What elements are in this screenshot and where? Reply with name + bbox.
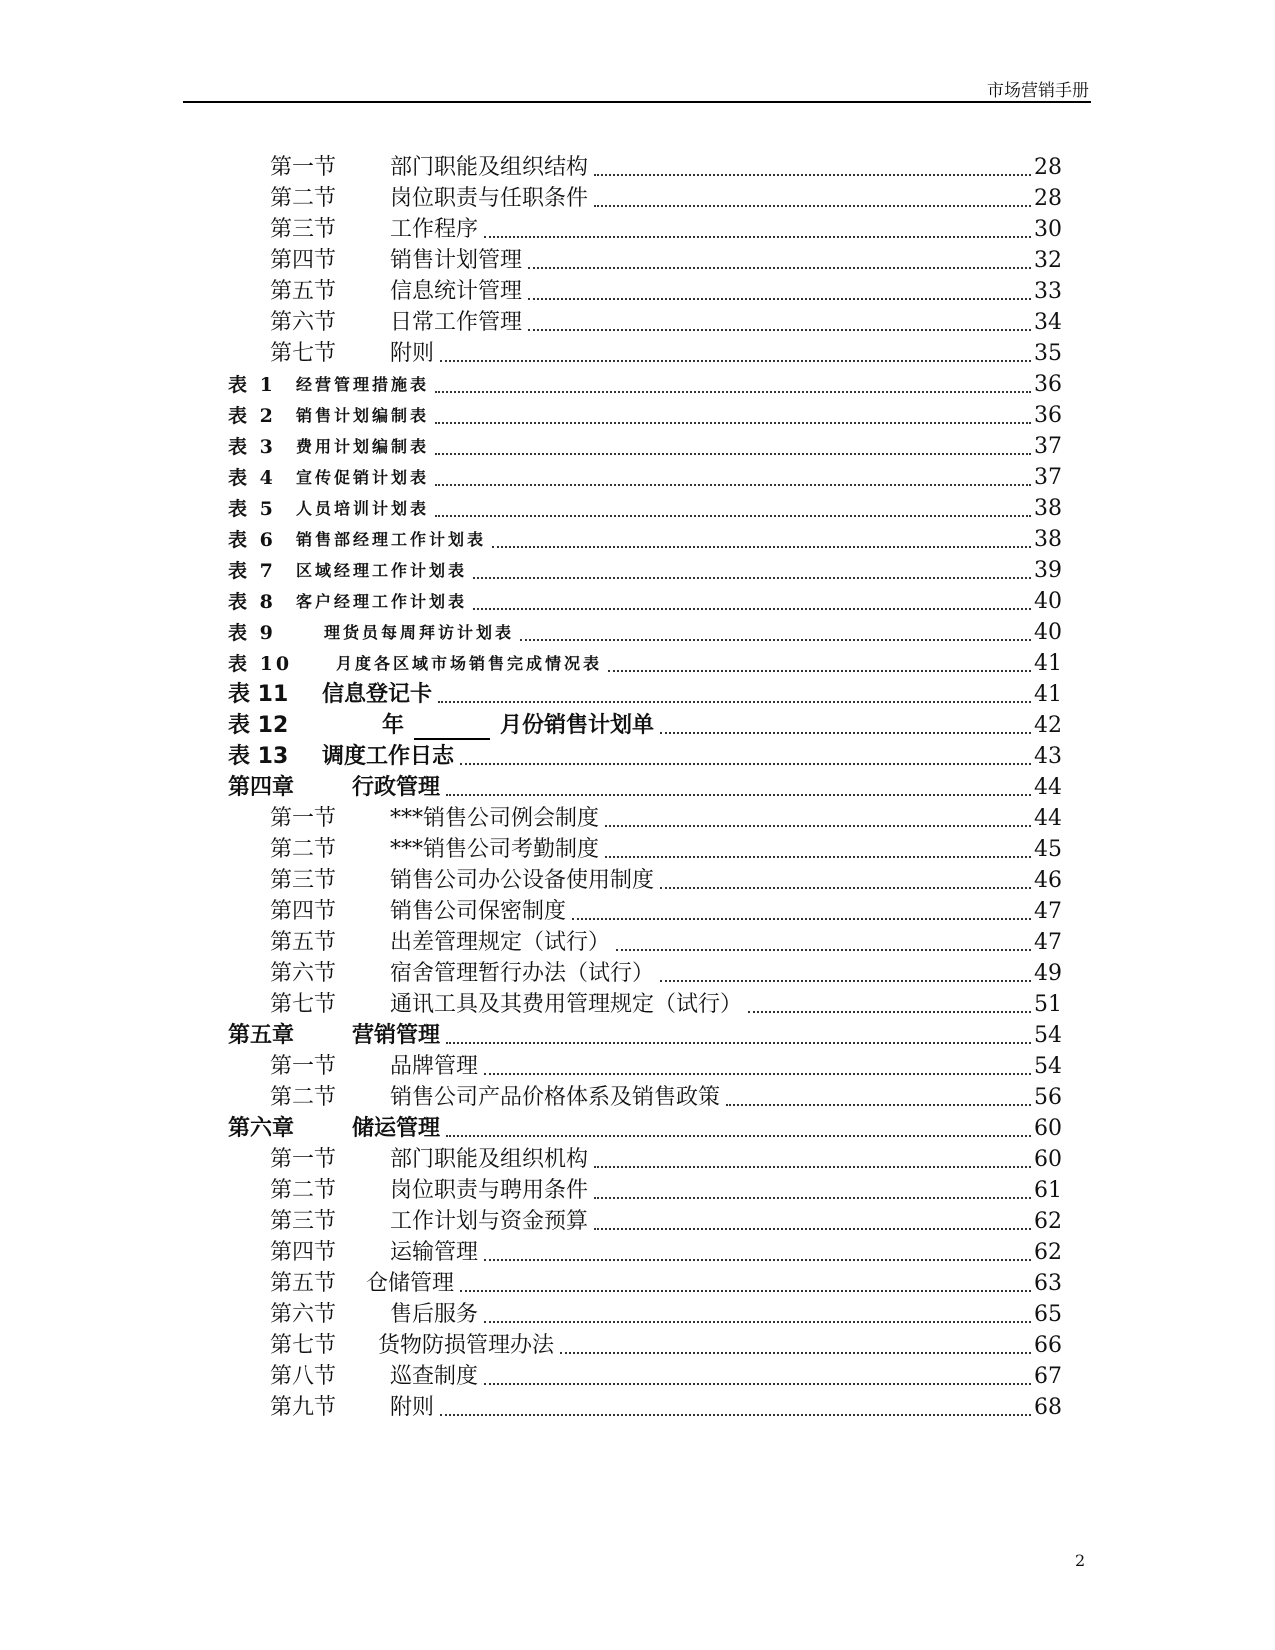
toc-entry-page: 37	[1034, 465, 1062, 490]
toc-entry-page: 54	[1034, 1054, 1062, 1079]
toc-entry-page: 40	[1034, 589, 1062, 614]
toc-entry[interactable]	[228, 615, 1062, 647]
toc-entry[interactable]	[270, 305, 1062, 337]
toc-entry-number: 第五节	[270, 1271, 337, 1296]
toc-entry-page: 28	[1034, 155, 1062, 180]
toc-entry-number: 第一节	[270, 155, 337, 180]
toc-dot-leader	[594, 1196, 1031, 1199]
toc-entry-number: 第六节	[270, 961, 337, 986]
toc-entry-page: 67	[1034, 1364, 1062, 1389]
toc-dot-leader	[660, 979, 1031, 982]
toc-dot-leader	[594, 204, 1031, 207]
toc-entry-number: 第六节	[270, 1302, 337, 1327]
toc-entry-number: 表 3	[228, 436, 276, 458]
page-number: 2	[1075, 1551, 1086, 1570]
toc-entry[interactable]	[270, 150, 1062, 182]
toc-entry[interactable]	[228, 491, 1062, 523]
toc-entry[interactable]	[228, 553, 1062, 585]
toc-entry-page: 41	[1034, 682, 1062, 707]
toc-entry-page: 49	[1034, 961, 1062, 986]
toc-dot-leader	[484, 1258, 1031, 1261]
toc-entry-page: 39	[1034, 558, 1062, 583]
toc-entry-number: 第一节	[270, 1054, 337, 1079]
toc-chapter[interactable]	[228, 1018, 1062, 1050]
toc-entry-number: 表 5	[228, 498, 276, 520]
toc-entry-title: 人员培训计划表	[296, 499, 430, 518]
toc-entry-page: 37	[1034, 434, 1062, 459]
toc-entry[interactable]	[270, 243, 1062, 275]
toc-entry-number: 第九节	[270, 1395, 337, 1420]
toc-entry-page: 63	[1034, 1271, 1062, 1296]
toc-entry[interactable]	[228, 367, 1062, 399]
toc-dot-leader	[594, 173, 1031, 176]
toc-entry[interactable]	[228, 429, 1062, 461]
toc-entry[interactable]	[270, 1266, 1062, 1298]
toc-entry-number: 表 8	[228, 591, 276, 613]
toc-entry[interactable]	[270, 1390, 1062, 1422]
toc-entry-title: 调度工作日志	[322, 744, 455, 769]
toc-entry-number: 第五章	[228, 1023, 295, 1048]
toc-dot-leader	[473, 576, 1031, 579]
toc-entry-title: 货物防损管理办法	[378, 1333, 555, 1358]
toc-entry-title: 销售部经理工作计划表	[296, 530, 487, 549]
toc-entry[interactable]	[228, 584, 1062, 616]
toc-entry-title: ***销售公司例会制度	[390, 806, 600, 831]
toc-entry[interactable]	[270, 1080, 1062, 1112]
toc-entry-page: 44	[1034, 806, 1062, 831]
toc-entry-page: 44	[1034, 775, 1062, 800]
toc-entry-title: 销售公司保密制度	[390, 899, 567, 924]
toc-entry-number: 表 13	[228, 744, 289, 769]
toc-entry[interactable]	[270, 863, 1062, 895]
toc-entry-number: 表 12	[228, 713, 289, 738]
toc-entry-number: 表 11	[228, 682, 289, 707]
toc-entry-page: 28	[1034, 186, 1062, 211]
toc-entry-title: 工作计划与资金预算	[390, 1209, 589, 1234]
toc-dot-leader	[748, 1010, 1031, 1013]
toc-entry-number: 第一节	[270, 1147, 337, 1172]
toc-entry-page: 34	[1034, 310, 1062, 335]
toc-entry[interactable]	[270, 1235, 1062, 1267]
toc-entry-title: 月度各区域市场销售完成情况表	[336, 654, 603, 673]
toc-dot-leader	[594, 1227, 1031, 1230]
toc-entry[interactable]	[228, 398, 1062, 430]
toc-entry-number: 第三节	[270, 217, 337, 242]
toc-entry-number: 第一节	[270, 806, 337, 831]
toc-entry-number: 第三节	[270, 1209, 337, 1234]
toc-entry-title: 巡查制度	[390, 1364, 479, 1389]
toc-entry-page: 46	[1034, 868, 1062, 893]
toc-entry-title: 出差管理规定（试行）	[390, 930, 611, 955]
toc-entry-title: 理货员每周拜访计划表	[324, 623, 515, 642]
toc-entry-number: 第四章	[228, 775, 295, 800]
toc-entry[interactable]	[270, 274, 1062, 306]
toc-entry-number: 第三节	[270, 868, 337, 893]
toc-entry-page: 40	[1034, 620, 1062, 645]
toc-entry-number: 表 7	[228, 560, 276, 582]
toc-dot-leader	[435, 514, 1031, 517]
toc-entry[interactable]	[270, 925, 1062, 957]
toc-entry-page: 54	[1034, 1023, 1062, 1048]
toc-entry-page: 66	[1034, 1333, 1062, 1358]
toc-dot-leader	[460, 762, 1031, 765]
toc-entry[interactable]	[228, 739, 1062, 771]
toc-entry-number: 第四节	[270, 248, 337, 273]
toc-entry[interactable]	[270, 1049, 1062, 1081]
toc-entry-number: 表 1	[228, 374, 276, 396]
toc-entry-page: 68	[1034, 1395, 1062, 1420]
toc-entry-page: 38	[1034, 527, 1062, 552]
toc-entry[interactable]	[270, 894, 1062, 926]
toc-entry-title: 品牌管理	[390, 1054, 479, 1079]
toc-entry-title: 仓储管理	[366, 1271, 455, 1296]
toc-entry-number: 第二节	[270, 186, 337, 211]
toc-entry-number: 表 4	[228, 467, 276, 489]
toc-entry-title: 日常工作管理	[390, 310, 523, 335]
toc-entry-page: 60	[1034, 1147, 1062, 1172]
toc-entry-title: 附则	[390, 341, 435, 366]
toc-entry-title: 售后服务	[390, 1302, 479, 1327]
toc-entry[interactable]	[270, 1328, 1062, 1360]
toc-dot-leader	[484, 1382, 1031, 1385]
toc-entry-title-year: 年	[382, 713, 405, 738]
toc-entry-number: 第二节	[270, 1085, 337, 1110]
toc-entry-page: 43	[1034, 744, 1062, 769]
toc-entry-title: 岗位职责与聘用条件	[390, 1178, 589, 1203]
toc-dot-leader	[435, 421, 1031, 424]
toc-dot-leader	[605, 824, 1031, 827]
toc-dot-leader	[594, 1165, 1031, 1168]
toc-entry-number: 表 6	[228, 529, 276, 551]
toc-entry-page: 62	[1034, 1240, 1062, 1265]
toc-dot-leader	[492, 545, 1031, 548]
toc-entry-number: 第六章	[228, 1116, 295, 1141]
toc-dot-leader	[484, 1320, 1031, 1323]
toc-entry-number: 第五节	[270, 279, 337, 304]
toc-entry[interactable]	[270, 1142, 1062, 1174]
toc-entry[interactable]	[228, 522, 1062, 554]
toc-dot-leader	[473, 607, 1031, 610]
toc-entry-number: 表 2	[228, 405, 276, 427]
toc-dot-leader	[435, 390, 1031, 393]
toc-dot-leader	[528, 297, 1031, 300]
toc-entry-title: 销售公司办公设备使用制度	[390, 868, 655, 893]
toc-entry-page: 36	[1034, 372, 1062, 397]
toc-dot-leader	[438, 700, 1031, 703]
toc-entry[interactable]	[228, 646, 1062, 678]
toc-entry-page: 36	[1034, 403, 1062, 428]
toc-entry-page: 61	[1034, 1178, 1062, 1203]
toc-entry[interactable]	[270, 1204, 1062, 1236]
toc-entry-page: 38	[1034, 496, 1062, 521]
toc-entry-title: 运输管理	[390, 1240, 479, 1265]
toc-entry-number: 第七节	[270, 1333, 337, 1358]
toc-entry-number: 表 10	[228, 653, 293, 675]
toc-entry-page: 51	[1034, 992, 1062, 1017]
toc-entry[interactable]	[228, 708, 1062, 740]
toc-entry-page: 33	[1034, 279, 1062, 304]
toc-dot-leader	[660, 731, 1031, 734]
toc-entry-number: 第五节	[270, 930, 337, 955]
toc-dot-leader	[440, 1413, 1031, 1416]
toc-dot-leader	[460, 1289, 1031, 1292]
toc-dot-leader	[435, 452, 1031, 455]
toc-entry-title: 宣传促销计划表	[296, 468, 430, 487]
toc-chapter[interactable]	[228, 1111, 1062, 1143]
toc-entry-page: 65	[1034, 1302, 1062, 1327]
toc-entry[interactable]	[270, 832, 1062, 864]
toc-entry-title: 宿舍管理暂行办法（试行）	[390, 961, 655, 986]
toc-entry-title: 行政管理	[352, 775, 441, 800]
toc-entry-page: 41	[1034, 651, 1062, 676]
toc-entry-page: 42	[1034, 713, 1062, 738]
toc-entry[interactable]	[228, 460, 1062, 492]
toc-dot-leader	[520, 638, 1031, 641]
toc-entry[interactable]	[270, 1359, 1062, 1391]
toc-dot-leader	[446, 793, 1031, 796]
toc-entry[interactable]	[270, 181, 1062, 213]
toc-entry-title: 岗位职责与任职条件	[390, 186, 589, 211]
toc-entry-page: 30	[1034, 217, 1062, 242]
toc-entry-page: 35	[1034, 341, 1062, 366]
toc-entry-title: 销售计划管理	[390, 248, 523, 273]
toc-entry[interactable]	[270, 956, 1062, 988]
toc-entry-page: 60	[1034, 1116, 1062, 1141]
toc-entry[interactable]	[270, 1173, 1062, 1205]
toc-entry-number: 第六节	[270, 310, 337, 335]
toc-entry[interactable]	[228, 677, 1062, 709]
toc-entry[interactable]	[270, 1297, 1062, 1329]
toc-entry-number: 第四节	[270, 899, 337, 924]
toc-entry-page: 32	[1034, 248, 1062, 273]
toc-dot-leader	[605, 855, 1031, 858]
toc-chapter[interactable]	[228, 770, 1062, 802]
toc-entry-title: 部门职能及组织机构	[390, 1147, 589, 1172]
toc-dot-leader	[560, 1351, 1031, 1354]
toc-entry-title: 月份销售计划单	[500, 713, 655, 738]
toc-entry-title: 区域经理工作计划表	[296, 561, 468, 580]
toc-entry[interactable]	[270, 987, 1062, 1019]
toc-entry-title: 工作程序	[390, 217, 479, 242]
toc-dot-leader	[528, 266, 1031, 269]
toc-entry-title: 销售计划编制表	[296, 406, 430, 425]
toc-entry-title: 信息统计管理	[390, 279, 523, 304]
toc-entry-page: 45	[1034, 837, 1062, 862]
toc-dot-leader	[608, 669, 1031, 672]
toc-entry-title: 部门职能及组织结构	[390, 155, 589, 180]
toc-entry-title: 销售公司产品价格体系及销售政策	[390, 1085, 721, 1110]
toc-entry-page: 47	[1034, 899, 1062, 924]
toc-entry[interactable]	[270, 801, 1062, 833]
toc-dot-leader	[446, 1134, 1031, 1137]
toc-entry-number: 第二节	[270, 1178, 337, 1203]
toc-entry-title: 费用计划编制表	[296, 437, 430, 456]
toc-dot-leader	[440, 359, 1031, 362]
toc-entry-title: 经营管理措施表	[296, 375, 430, 394]
toc-entry[interactable]	[270, 212, 1062, 244]
toc-entry-number: 第八节	[270, 1364, 337, 1389]
toc-entry-number: 第二节	[270, 837, 337, 862]
header-title: 市场营销手册	[987, 81, 1089, 101]
toc-entry-number: 第七节	[270, 341, 337, 366]
page-header	[183, 0, 1091, 103]
toc-entry-number: 第七节	[270, 992, 337, 1017]
toc-dot-leader	[572, 917, 1031, 920]
toc-entry-page: 62	[1034, 1209, 1062, 1234]
toc-dot-leader	[446, 1041, 1031, 1044]
toc-dot-leader	[616, 948, 1031, 951]
toc-dot-leader	[484, 1072, 1031, 1075]
toc-entry-title: 客户经理工作计划表	[296, 592, 468, 611]
toc-entry-title: 附则	[390, 1395, 435, 1420]
toc-dot-leader	[726, 1103, 1031, 1106]
fill-in-blank	[414, 716, 490, 740]
toc-dot-leader	[484, 235, 1031, 238]
toc-entry[interactable]	[270, 336, 1062, 368]
toc-entry-page: 56	[1034, 1085, 1062, 1110]
toc-dot-leader	[435, 483, 1031, 486]
toc-entry-number: 表 9	[228, 622, 276, 644]
toc-entry-title: 储运管理	[352, 1116, 441, 1141]
toc-entry-title: ***销售公司考勤制度	[390, 837, 600, 862]
toc-entry-title: 通讯工具及其费用管理规定（试行）	[390, 992, 743, 1017]
toc-entry-number: 第四节	[270, 1240, 337, 1265]
toc-entry-title: 营销管理	[352, 1023, 441, 1048]
toc-dot-leader	[528, 328, 1031, 331]
toc-entry-title: 信息登记卡	[322, 682, 433, 707]
toc-dot-leader	[660, 886, 1031, 889]
toc-entry-page: 47	[1034, 930, 1062, 955]
